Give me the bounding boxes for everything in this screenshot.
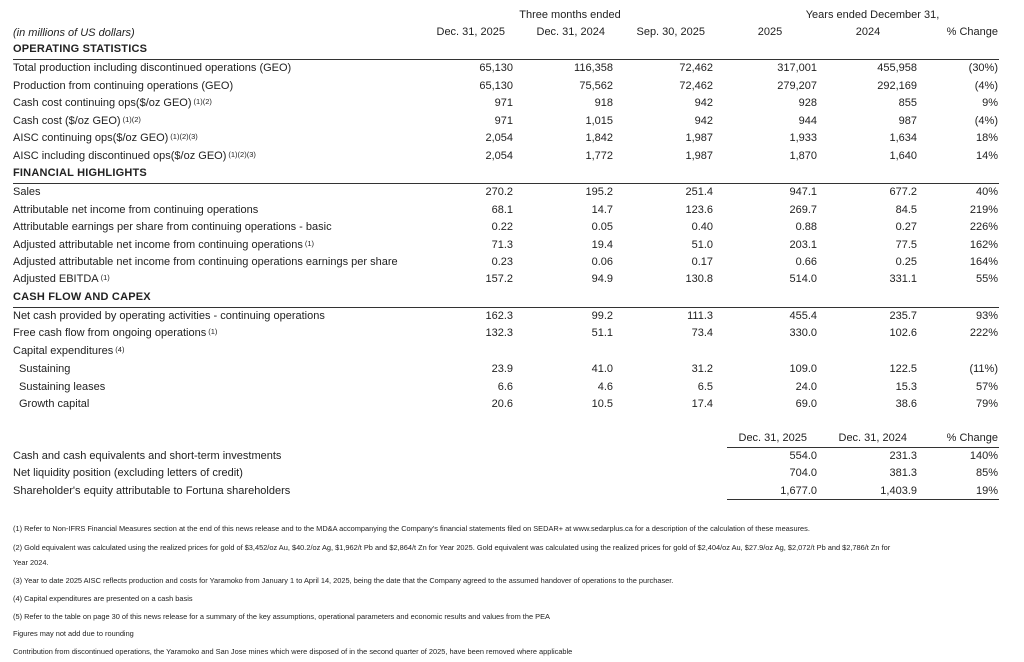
- balance-col-change: % Change: [946, 432, 998, 444]
- table-cell: 14%: [975, 150, 998, 162]
- row-label-text: Cash cost ($/oz GEO): [13, 115, 121, 127]
- row-label-text: Capital expenditures: [13, 345, 114, 357]
- row-label-text: Sustaining: [19, 363, 71, 375]
- table-cell: 1,870: [789, 150, 817, 162]
- table-cell: 331.1: [889, 273, 917, 285]
- footnote-line: (5) Refer to the table on page 30 of this news release for a summary of the key assumptions, operational parameters and economic results and values from the PEA: [13, 612, 550, 621]
- table-cell: 9%: [982, 97, 998, 109]
- table-cell: 162.3: [485, 310, 513, 322]
- row-label-text: Attributable earnings per share from continuing operations - basic: [13, 221, 332, 233]
- table-cell: 1,772: [585, 150, 613, 162]
- col-header-change: % Change: [946, 26, 998, 38]
- table-cell: 123.6: [685, 204, 713, 216]
- table-cell: 69.0: [795, 398, 817, 410]
- table-cell: 1,640: [889, 150, 917, 162]
- footnote-ref: (1)(2)(3): [228, 150, 256, 159]
- table-cell: 164%: [969, 256, 998, 268]
- table-cell: 41.0: [591, 363, 613, 375]
- table-cell: 72,462: [679, 62, 713, 74]
- footnote-line: Figures may not add due to rounding: [13, 629, 134, 638]
- row-label-text: Attributable net income from continuing operations: [13, 204, 259, 216]
- table-cell: 0.05: [591, 221, 613, 233]
- table-cell: 677.2: [889, 186, 917, 198]
- table-cell: 219%: [969, 204, 998, 216]
- table-cell: 94.9: [591, 273, 613, 285]
- footnote-line: Contribution from discontinued operations, the Yaramoko and San Jose mines which were disposed of in the second quarter of 2025, have been removed where applicable: [13, 647, 573, 656]
- footnote-line: (3) Year to date 2025 AISC reflects production and costs for Yaramoko from January 1 to April 14, 2025, being the date that the Company agreed to the assumed handover of operations to the purchaser.: [13, 576, 674, 585]
- row-label-text: Adjusted attributable net income from continuing operations: [13, 239, 303, 251]
- row-label: [13, 115, 141, 128]
- table-cell: 455,958: [877, 62, 917, 74]
- section-cash-flow-capex: CASH FLOW AND CAPEX: [13, 291, 151, 303]
- row-label-text: Total production including discontinued operations (GEO): [13, 62, 292, 74]
- table-cell: 2,054: [485, 132, 513, 144]
- balance-cell: 140%: [969, 450, 998, 462]
- table-cell: 514.0: [789, 273, 817, 285]
- table-cell: 942: [694, 115, 713, 127]
- table-cell: 918: [594, 97, 613, 109]
- row-label: [13, 327, 217, 340]
- table-cell: 116,358: [574, 62, 613, 74]
- table-cell: 330.0: [789, 327, 817, 339]
- row-label-text: Growth capital: [19, 398, 90, 410]
- row-label-text: AISC including discontinued ops($/oz GEO): [13, 150, 227, 162]
- three-months-header: Three months ended: [519, 9, 621, 21]
- footnote-ref: (1)(2): [122, 115, 141, 124]
- balance-col-dec2024: Dec. 31, 2024: [838, 432, 907, 444]
- table-cell: 1,634: [889, 132, 917, 144]
- footnote-ref: (1): [304, 239, 315, 248]
- footnote-ref: (1): [208, 327, 218, 336]
- section-divider: [13, 183, 999, 184]
- table-cell: 0.25: [895, 256, 917, 268]
- table-cell: (4%): [974, 80, 998, 92]
- balance-row-label: Shareholder's equity attributable to Fortuna shareholders: [13, 485, 291, 497]
- row-label: [13, 239, 314, 252]
- row-label-text: Free cash flow from ongoing operations: [13, 327, 207, 339]
- row-label: [13, 221, 332, 234]
- section-divider: [13, 307, 999, 308]
- table-cell: 51.0: [691, 239, 713, 251]
- balance-bottom-rule: [727, 499, 999, 500]
- footnote-ref: (4): [115, 345, 125, 354]
- table-cell: 111.3: [687, 310, 713, 322]
- row-label: [13, 150, 256, 163]
- table-cell: 31.2: [691, 363, 713, 375]
- table-cell: 942: [694, 97, 713, 109]
- table-cell: 0.88: [795, 221, 817, 233]
- balance-cell: 85%: [975, 467, 998, 479]
- table-cell: 157.2: [485, 273, 513, 285]
- table-cell: 24.0: [795, 381, 817, 393]
- balance-cell: 554.0: [789, 450, 817, 462]
- table-cell: 1,987: [685, 132, 713, 144]
- row-label-text: Adjusted EBITDA: [13, 273, 99, 285]
- table-cell: (11%): [969, 363, 998, 375]
- col-header-2024: 2024: [855, 26, 881, 38]
- table-cell: 235.7: [889, 310, 917, 322]
- table-cell: 203.1: [789, 239, 817, 251]
- row-label-text: Sales: [13, 186, 41, 198]
- table-cell: 40%: [975, 186, 998, 198]
- table-cell: 1,933: [789, 132, 817, 144]
- row-label: [13, 256, 398, 269]
- table-cell: 65,130: [479, 62, 513, 74]
- table-cell: 2,054: [485, 150, 513, 162]
- table-cell: 279,207: [777, 80, 817, 92]
- row-label-text: Adjusted attributable net income from continuing operations earnings per share: [13, 256, 398, 268]
- units-label: (in millions of US dollars): [13, 27, 135, 39]
- table-cell: 72,462: [679, 80, 713, 92]
- col-header-sep2025: Sep. 30, 2025: [636, 26, 705, 38]
- table-cell: 195.2: [585, 186, 613, 198]
- table-cell: 109.0: [789, 363, 817, 375]
- table-cell: 130.8: [685, 273, 713, 285]
- table-cell: 18%: [975, 132, 998, 144]
- table-cell: 455.4: [789, 310, 817, 322]
- table-cell: 928: [798, 97, 817, 109]
- table-cell: 68.1: [491, 204, 513, 216]
- balance-cell: 19%: [975, 485, 998, 497]
- table-cell: 102.6: [889, 327, 917, 339]
- table-cell: 162%: [969, 239, 998, 251]
- row-label: [19, 381, 105, 394]
- table-cell: 79%: [975, 398, 998, 410]
- row-label: [13, 80, 233, 93]
- row-label: [13, 273, 110, 286]
- table-cell: 1,842: [585, 132, 613, 144]
- footnote-line: (4) Capital expenditures are presented on a cash basis: [13, 594, 193, 603]
- row-label: [13, 97, 212, 110]
- section-financial-highlights: FINANCIAL HIGHLIGHTS: [13, 167, 147, 179]
- table-cell: 0.27: [895, 221, 917, 233]
- row-label-text: Net cash provided by operating activities - continuing operations: [13, 310, 325, 322]
- table-cell: 0.22: [491, 221, 513, 233]
- row-label-text: Cash cost continuing ops($/oz GEO): [13, 97, 192, 109]
- table-cell: 987: [898, 115, 917, 127]
- table-cell: 1,015: [585, 115, 613, 127]
- table-cell: 944: [798, 115, 817, 127]
- table-cell: 122.5: [889, 363, 917, 375]
- row-label: [13, 345, 124, 358]
- table-cell: 971: [494, 115, 513, 127]
- footnote-ref: (1)(2): [193, 97, 212, 106]
- balance-cell: 1,677.0: [780, 485, 817, 497]
- table-cell: 317,001: [777, 62, 817, 74]
- table-cell: 0.66: [795, 256, 817, 268]
- row-label-text: Production from continuing operations (GEO): [13, 80, 234, 92]
- table-cell: 65,130: [479, 80, 513, 92]
- table-cell: 23.9: [491, 363, 513, 375]
- balance-header-rule: [727, 447, 999, 448]
- table-cell: 17.4: [691, 398, 713, 410]
- table-cell: 1,987: [685, 150, 713, 162]
- row-label-text: AISC continuing ops($/oz GEO): [13, 132, 169, 144]
- table-cell: 251.4: [685, 186, 713, 198]
- row-label: [13, 132, 198, 145]
- years-ended-header: Years ended December 31,: [805, 9, 940, 21]
- section-operating-statistics: OPERATING STATISTICS: [13, 43, 148, 55]
- table-cell: 14.7: [591, 204, 613, 216]
- footnote-ref: (1): [100, 273, 110, 282]
- table-cell: 51.1: [591, 327, 613, 339]
- section-divider: [13, 59, 999, 60]
- row-label-text: Sustaining leases: [19, 381, 106, 393]
- table-cell: 132.3: [485, 327, 513, 339]
- table-cell: 55%: [975, 273, 998, 285]
- table-cell: 57%: [975, 381, 998, 393]
- table-cell: 71.3: [491, 239, 513, 251]
- table-cell: 75,562: [579, 80, 613, 92]
- table-cell: 6.5: [697, 381, 713, 393]
- table-cell: 971: [494, 97, 513, 109]
- footnote-line: (1) Refer to Non-IFRS Financial Measures section at the end of this news release and to the MD&A accompanying the Company's financial statements filed on SEDAR+ at www.sedarplus.ca for a description of the calculation of these measures.: [13, 524, 810, 533]
- table-cell: (30%): [968, 62, 998, 74]
- table-cell: 93%: [975, 310, 998, 322]
- col-header-dec2025: Dec. 31, 2025: [436, 26, 505, 38]
- row-label: [13, 62, 291, 75]
- row-label: [13, 186, 41, 199]
- balance-cell: 381.3: [889, 467, 917, 479]
- table-cell: 0.17: [691, 256, 713, 268]
- table-cell: 4.6: [597, 381, 613, 393]
- table-cell: 270.2: [485, 186, 513, 198]
- table-cell: 0.23: [491, 256, 513, 268]
- balance-row-label: Net liquidity position (excluding letters of credit): [13, 467, 243, 479]
- table-cell: 269.7: [789, 204, 817, 216]
- balance-cell: 1,403.9: [880, 485, 917, 497]
- table-cell: 947.1: [789, 186, 817, 198]
- balance-cell: 704.0: [789, 467, 817, 479]
- col-header-2025: 2025: [757, 26, 783, 38]
- row-label: [19, 398, 89, 411]
- table-cell: 6.6: [497, 381, 513, 393]
- footnote-ref: (1)(2)(3): [170, 132, 198, 141]
- table-cell: 99.2: [591, 310, 613, 322]
- table-cell: 222%: [969, 327, 998, 339]
- table-cell: 226%: [969, 221, 998, 233]
- table-cell: 19.4: [591, 239, 613, 251]
- table-cell: 10.5: [591, 398, 613, 410]
- row-label: [13, 310, 325, 323]
- table-cell: 292,169: [877, 80, 917, 92]
- footnote-line: (2) Gold equivalent was calculated using the realized prices for gold of $3,452/oz Au, $40.2/oz Ag, $1,962/t Pb and $2,864/t Zn for Year 2025. Gold equivalent was calculated using the realized prices for gold of $2,404/oz Au, $27.9/oz Ag, $2,072/t Pb and $2,786/t Zn for: [13, 543, 891, 552]
- table-cell: 77.5: [895, 239, 917, 251]
- table-cell: 38.6: [895, 398, 917, 410]
- table-cell: 84.5: [895, 204, 917, 216]
- balance-row-label: Cash and cash equivalents and short-term investments: [13, 450, 282, 462]
- table-cell: (4%): [974, 115, 998, 127]
- row-label: [13, 204, 258, 217]
- table-cell: 0.06: [591, 256, 613, 268]
- table-cell: 73.4: [691, 327, 713, 339]
- col-header-dec2024: Dec. 31, 2024: [536, 26, 605, 38]
- row-label: [19, 363, 70, 376]
- table-cell: 855: [898, 97, 917, 109]
- balance-cell: 231.3: [889, 450, 917, 462]
- table-cell: 20.6: [491, 398, 513, 410]
- footnote-line: Year 2024.: [13, 558, 49, 567]
- table-cell: 0.40: [691, 221, 713, 233]
- table-cell: 15.3: [895, 381, 917, 393]
- balance-col-dec2025: Dec. 31, 2025: [738, 432, 807, 444]
